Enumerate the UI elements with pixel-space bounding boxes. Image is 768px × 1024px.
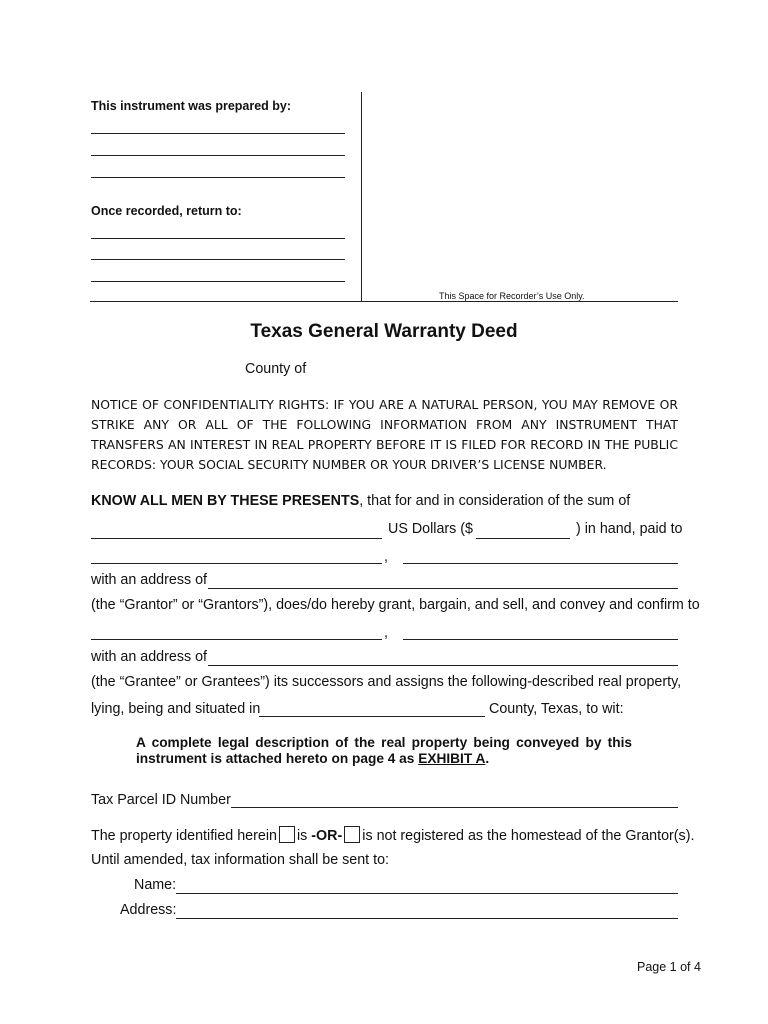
tax-name-field[interactable] bbox=[176, 893, 678, 894]
tax-parcel-label: Tax Parcel ID Number bbox=[91, 792, 231, 808]
us-dollars-label: US Dollars ($ bbox=[388, 521, 474, 537]
situated-prefix: lying, being and situated in bbox=[91, 701, 261, 717]
grantor-address-field[interactable] bbox=[208, 588, 678, 589]
notice-line: RECORDS: YOUR SOCIAL SECURITY NUMBER OR YOUR DRIVER’S LICENSE NUMBER. bbox=[91, 457, 607, 472]
consideration-amount-field[interactable] bbox=[91, 538, 382, 539]
tax-address-label: Address: bbox=[120, 902, 177, 918]
prepared-by-line-2[interactable] bbox=[91, 155, 345, 156]
situated-suffix: County, Texas, to wit: bbox=[489, 701, 624, 717]
notice-line: NOTICE OF CONFIDENTIALITY RIGHTS: IF YOU ARE A NATURAL PERSON, YOU MAY REMOVE OR bbox=[91, 397, 678, 412]
situated-county-field[interactable] bbox=[259, 716, 485, 717]
homestead-prefix: The property identified herein bbox=[91, 828, 277, 844]
know-all-rest: , that for and in consideration of the sum of bbox=[359, 493, 631, 509]
prepared-by-line-3[interactable] bbox=[91, 177, 345, 178]
exhibit-paragraph bbox=[136, 735, 632, 767]
know-all-paragraph bbox=[91, 493, 630, 510]
homestead-is-not-checkbox[interactable] bbox=[344, 826, 360, 843]
return-to-line-3[interactable] bbox=[91, 281, 345, 282]
notice-line: STRIKE ANY OR ALL OF THE FOLLOWING INFORMATION FROM ANY INSTRUMENT THAT bbox=[91, 417, 678, 432]
return-to-line-2[interactable] bbox=[91, 259, 345, 260]
grantee-address-label: with an address of bbox=[91, 649, 208, 665]
page-number: Page 1 of 4 bbox=[637, 960, 701, 974]
grantee-comma: , bbox=[384, 625, 388, 641]
homestead-is-checkbox[interactable] bbox=[279, 826, 295, 843]
page-title: Texas General Warranty Deed bbox=[250, 321, 518, 342]
grantor-address-label: with an address of bbox=[91, 572, 208, 588]
tax-parcel-field[interactable] bbox=[231, 807, 678, 808]
dollar-amount-field[interactable] bbox=[476, 538, 570, 539]
recorder-note: This Space for Recorder’s Use Only. bbox=[439, 291, 585, 301]
tax-name-label: Name: bbox=[134, 877, 177, 893]
grantee-clause: (the “Grantee” or Grantees”) its successors and assigns the following-described real property, bbox=[91, 674, 682, 690]
prepared-by-line-1[interactable] bbox=[91, 133, 345, 134]
county-label: County of bbox=[245, 361, 307, 377]
grantor-clause: (the “Grantor” or “Grantors”), does/do hereby grant, bargain, and sell, and convey and confirm to bbox=[91, 597, 700, 613]
notice-line: TRANSFERS AN INTEREST IN REAL PROPERTY BEFORE IT IS FILED FOR RECORD IN THE PUBLIC bbox=[91, 437, 678, 452]
grantor-comma: , bbox=[384, 549, 388, 565]
exhibit-period: . bbox=[485, 751, 490, 766]
exhibit-text: A complete legal description of the real property being conveyed by this instrument is attached hereto on page 4 as bbox=[136, 735, 632, 766]
tax-address-field[interactable] bbox=[176, 918, 678, 919]
grantee-name-field-2[interactable] bbox=[403, 639, 678, 640]
prepared-by-label: This instrument was prepared by: bbox=[91, 99, 292, 113]
tax-info-label: Until amended, tax information shall be sent to: bbox=[91, 852, 390, 868]
recorder-divider bbox=[361, 92, 362, 302]
return-to-line-1[interactable] bbox=[91, 238, 345, 239]
in-hand-label: ) in hand, paid to bbox=[576, 521, 683, 537]
grantee-address-field[interactable] bbox=[208, 665, 678, 666]
confidentiality-notice bbox=[91, 395, 678, 475]
header-bottom-rule bbox=[90, 301, 678, 302]
return-to-label: Once recorded, return to: bbox=[91, 204, 242, 218]
exhibit-a-link[interactable]: EXHIBIT A bbox=[418, 751, 486, 766]
homestead-or: -OR- bbox=[311, 828, 343, 844]
homestead-row bbox=[91, 826, 694, 845]
grantor-name-field-2[interactable] bbox=[403, 563, 678, 564]
homestead-is: is bbox=[296, 828, 308, 844]
homestead-suffix: is not registered as the homestead of the Grantor(s). bbox=[362, 828, 695, 844]
grantor-name-field[interactable] bbox=[91, 563, 382, 564]
know-all-bold: KNOW ALL MEN BY THESE PRESENTS bbox=[91, 493, 360, 509]
grantee-name-field[interactable] bbox=[91, 639, 382, 640]
